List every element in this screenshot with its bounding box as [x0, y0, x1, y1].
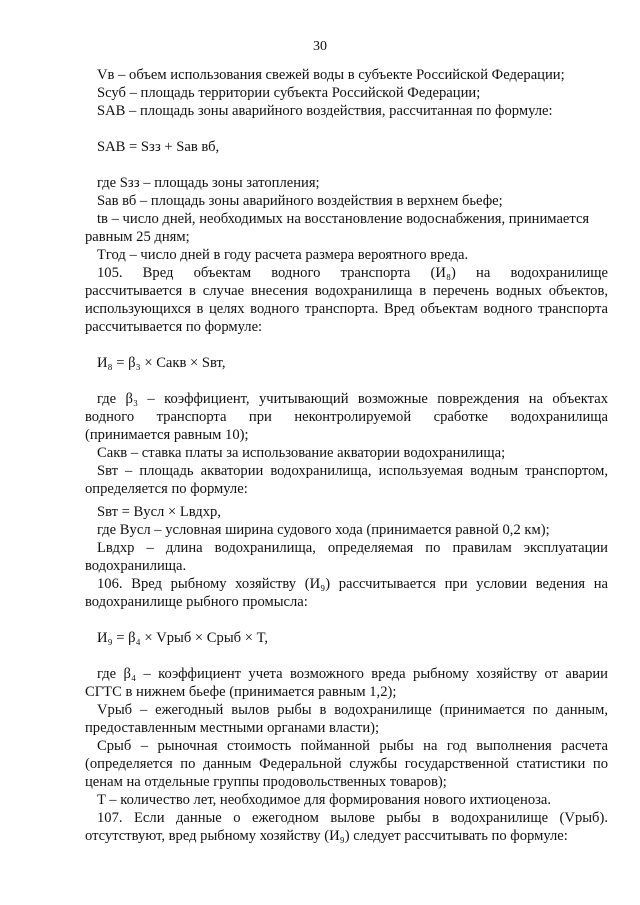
line-vryb-cont: предоставленным местными органами власти);: [85, 720, 380, 736]
formula-svt: Sвт = Bусл × Lвдхр,: [97, 504, 221, 520]
line-tv-cont: равным 25 дням;: [85, 229, 190, 245]
line-cryb-def: Cрыб – рыночная стоимость пойманной рыбы на год выполнения расчета: [97, 738, 608, 754]
line-cryb-cont2: ценам на отдельные группы продовольственных товаров);: [85, 774, 447, 790]
formula-sav: SАВ = Sзз + Sав вб,: [97, 139, 220, 155]
paragraph-106-line2: водохранилище рыбного промысла:: [85, 594, 308, 610]
line-ssub-def: Sсуб – площадь территории субъекта Российской Федерации;: [97, 85, 481, 101]
paragraph-105-line4: рассчитывается по формуле:: [85, 319, 263, 335]
paragraph-105-line2: рассчитывается в случае внесения водохранилища в перечень водных объектов,: [85, 283, 608, 299]
line-svt-def: Sвт – площадь акватории водохранилища, используемая водным транспортом,: [97, 463, 608, 479]
formula-i9: И₉ = β₄ × Vрыб × Cрыб × T,: [97, 630, 269, 646]
line-beta3-def: где β₃ – коэффициент, учитывающий возможные повреждения на объектах: [97, 391, 608, 407]
page-number: 30: [313, 39, 327, 54]
line-lvdhr-def: Lвдхр – длина водохранилища, определяемая по правилам эксплуатации: [97, 540, 608, 556]
line-v-def: Vв – объем использования свежей воды в субъекте Российской Федерации;: [97, 67, 565, 83]
line-beta4-cont: СГТС в нижнем бьефе (принимается равным 1,2);: [85, 684, 397, 700]
formula-i8: И₈ = β₃ × Cакв × Sвт,: [97, 355, 226, 371]
line-savvb-def: Sав вб – площадь зоны аварийного воздействия в верхнем бьефе;: [97, 193, 503, 209]
line-cryb-cont1: (определяется по данным Федеральной службы государственной статистики по: [85, 756, 608, 772]
paragraph-105-line1: 105. Вред объектам водного транспорта (И₈) на водохранилище: [97, 265, 608, 281]
line-szz-def: где Sзз – площадь зоны затопления;: [97, 175, 320, 191]
line-lvdhr-cont: водохранилища.: [85, 558, 187, 574]
line-busl-def: где Bусл – условная ширина судового хода (принимается равной 0,2 км);: [97, 522, 550, 538]
line-svt-cont: определяется по формуле:: [85, 481, 248, 497]
paragraph-107-line2: отсутствуют, вред рыбному хозяйству (И₉) следует рассчитывать по формуле:: [85, 828, 568, 844]
line-vryb-def: Vрыб – ежегодный вылов рыбы в водохранилище (принимается по данным,: [97, 702, 608, 718]
line-tgod-def: Tгод – число дней в году расчета размера вероятного вреда.: [97, 247, 469, 263]
line-sav-def: SАВ – площадь зоны аварийного воздействия, рассчитанная по формуле:: [97, 103, 553, 119]
paragraph-106-line1: 106. Вред рыбному хозяйству (И₉) рассчитывается при условии ведения на: [97, 576, 608, 592]
line-beta3-cont2: (принимается равным 10);: [85, 427, 249, 443]
paragraph-107-line1: 107. Если данные о ежегодном вылове рыбы в водохранилище (Vрыб).: [97, 810, 608, 826]
line-tv-def: tв – число дней, необходимых на восстановление водоснабжения, принимается: [97, 211, 590, 227]
line-cakv-def: Cакв – ставка платы за использование акватории водохранилища;: [97, 445, 506, 461]
line-t-def: T – количество лет, необходимое для формирования нового ихтиоценоза.: [97, 792, 552, 808]
line-beta4-def: где β₄ – коэффициент учета возможного вреда рыбному хозяйству от аварии: [97, 666, 608, 682]
line-beta3-cont1: водного транспорта при неконтролируемой сработке водохранилища: [85, 409, 608, 425]
paragraph-105-line3: использующихся в целях водного транспорта. Вред объектам водного транспорта: [85, 301, 608, 317]
